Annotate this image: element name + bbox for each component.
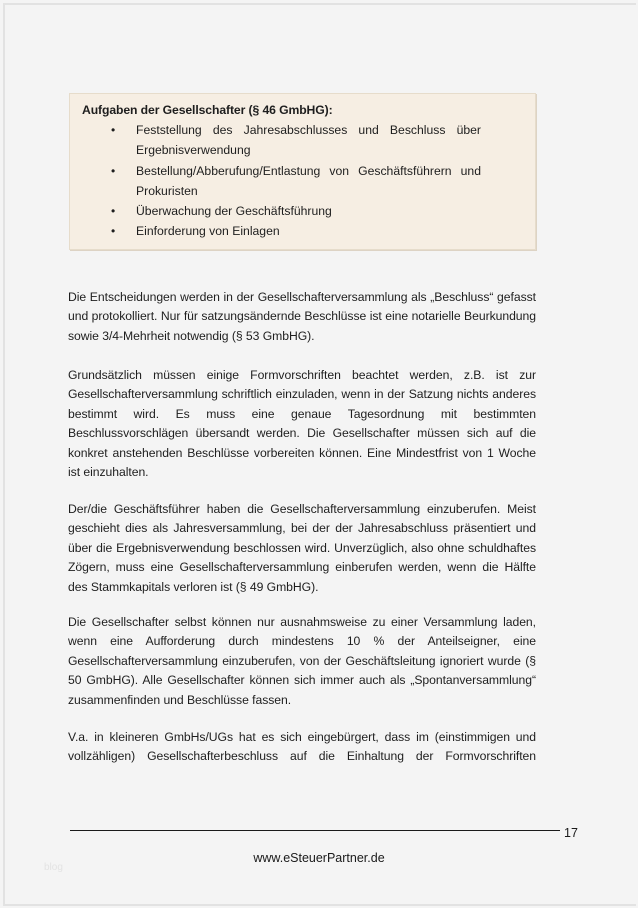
bullet-icon: • [111,204,116,219]
document-page [3,3,636,906]
bullet-icon: • [111,224,116,239]
bullet-icon: • [111,163,116,178]
watermark: blog [44,862,63,873]
list-item-text: Überwachung der Geschäftsführung [136,204,332,219]
list-item [82,120,525,161]
paragraph-einberufung: Der/die Geschäftsführer haben die Gesellschafterversammlung einzuberufen. Meist geschieht dies als Jahresversammlung, bei der der Jahresabschluss präsentiert und über die Ergebnisverwendung beschlossen wird. Unverzüglich, also ohne schuldhaftes Zögern, muss eine Gesellschafterversammlung einberufen werden, wenn die Hälfte des Stammkapitals verloren ist (§ 49 GmbHG). [68,502,536,594]
paragraph-formvorschriften: Grundsätzlich müssen einige Formvorschriften beachtet werden, z.B. ist zur Gesellschafterversammlung schriftlich einzuladen, wenn in der Satzung nichts anderes bestimmt wird. Es muss eine genaue Tagesordnung mit bestimmten Beschlussvorschlägen übersandt werden. Die Gesellschafter müssen sich auf die konkret anstehenden Beschlüsse vorbereiten können. Eine Mindestfrist von 1 Woche ist einzuhalten. [68,368,536,480]
footer-divider [70,830,560,831]
list-item [82,161,525,202]
paragraph-gesellschafter-laden: Die Gesellschafter selbst können nur ausnahmsweise zu einer Versammlung laden, wenn eine Aufforderung durch mindestens 10 % der Anteilseigner, eine Gesellschafterversammlung einzuberufen, von der Geschäftsleitung ignoriert wurde (§ 50 GmbHG). Alle Gesellschafter können sich immer auch als „Spontanversammlung“ zusammenfinden und Beschlüsse fassen. [68,615,536,707]
list-item-text: Einforderung von Einlagen [136,224,280,239]
info-box [69,93,536,250]
bullet-icon: • [111,123,116,137]
paragraph-beschluss: Die Entscheidungen werden in der Gesellschafterversammlung als „Beschluss“ gefasst und protokolliert. Nur für satzungsändernde Beschlüsse ist eine notarielle Beurkundung sowie 3/4-Mehrheit notwendig (§ 53 GmbHG). [68,290,536,343]
footer-url: www.eSteuerPartner.de [253,851,385,865]
list-item [82,201,525,221]
info-box-list [82,120,525,242]
paragraph-kleinere-gmbhs: V.a. in kleineren GmbHs/UGs hat es sich eingebürgert, dass im (einstimmigen und vollzähligen) Gesellschafterbeschluss auf die Einhaltung der Formvorschriften [68,730,536,764]
list-item-text: Bestellung/Abberufung/Entlastung von Geschäftsführern und Prokuristen [136,163,481,198]
list-item-text: Feststellung des Jahresabschlusses und Beschluss über Ergebnisverwendung [136,123,481,158]
page-number: 17 [564,826,578,840]
list-item [82,221,525,241]
info-box-title: Aufgaben der Gesellschafter (§ 46 GmbHG): [82,103,333,117]
